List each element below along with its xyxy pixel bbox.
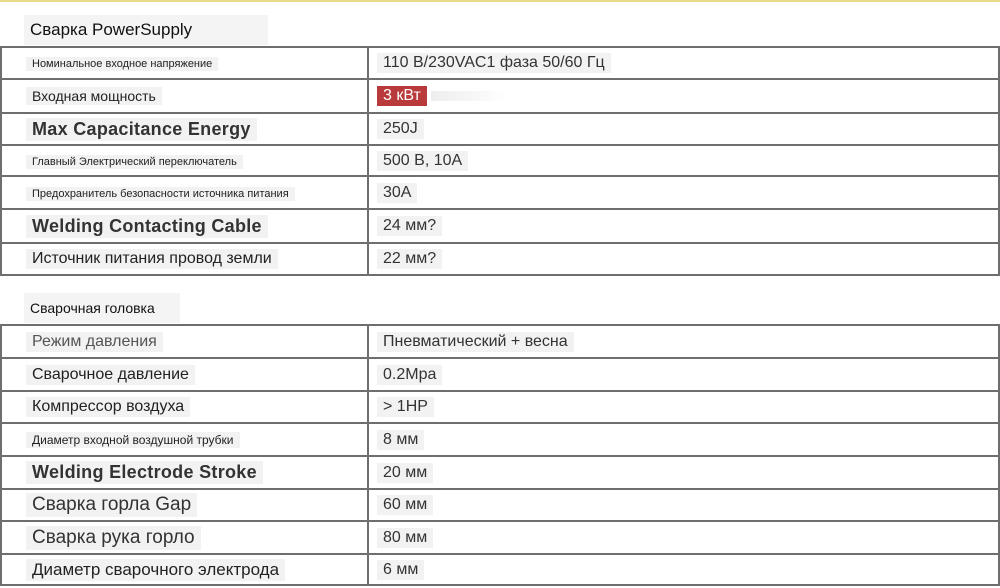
label-cell xyxy=(1,79,368,113)
label-cell xyxy=(1,423,368,456)
row-value: 110 В/230VAC1 фаза 50/60 Гц xyxy=(377,53,611,73)
label-cell xyxy=(1,489,368,521)
row-label: Сварочное давление xyxy=(26,365,195,385)
value-cell xyxy=(368,358,999,391)
table-row xyxy=(1,456,999,489)
table-row xyxy=(1,145,999,176)
value-cell xyxy=(368,489,999,521)
row-label: Max Capacitance Energy xyxy=(26,118,257,141)
row-label: Welding Contacting Cable xyxy=(26,215,268,238)
row-label: Диаметр входной воздушной трубки xyxy=(26,432,240,448)
power-supply-spec-table xyxy=(0,46,1000,276)
value-cell xyxy=(368,325,999,358)
section-title-welding-head: Сварочная головка xyxy=(24,293,180,323)
table-row xyxy=(1,243,999,275)
value-cell xyxy=(368,113,999,145)
section-title-power-supply: Сварка PowerSupply xyxy=(24,15,268,45)
label-cell xyxy=(1,325,368,358)
row-value: 0.2Mpa xyxy=(377,365,442,385)
table-row xyxy=(1,358,999,391)
table-row xyxy=(1,423,999,456)
label-cell xyxy=(1,456,368,489)
row-label: Сварка рука горло xyxy=(26,526,201,550)
table-row xyxy=(1,176,999,209)
label-cell xyxy=(1,554,368,585)
row-label: Сварка горла Gap xyxy=(26,493,197,517)
table-row xyxy=(1,113,999,145)
row-label: Режим давления xyxy=(26,332,163,352)
row-value: 20 мм xyxy=(377,463,433,483)
table-row xyxy=(1,325,999,358)
table-row xyxy=(1,391,999,423)
label-cell xyxy=(1,113,368,145)
row-value: 500 В, 10А xyxy=(377,151,468,171)
row-label: Диаметр сварочного электрода xyxy=(26,559,285,581)
table-row xyxy=(1,79,999,113)
row-value: > 1HP xyxy=(377,397,434,417)
row-value: 6 мм xyxy=(377,560,424,580)
label-cell xyxy=(1,243,368,275)
row-value: 24 мм? xyxy=(377,216,442,236)
value-cell xyxy=(368,209,999,243)
value-cell xyxy=(368,456,999,489)
row-label: Главный Электрический переключатель xyxy=(26,155,243,169)
value-cell xyxy=(368,554,999,585)
welding-head-spec-table xyxy=(0,324,1000,586)
row-value: 250J xyxy=(377,119,424,139)
row-label: Номинальное входное напряжение xyxy=(26,57,218,71)
table-row xyxy=(1,47,999,79)
label-cell xyxy=(1,209,368,243)
label-cell xyxy=(1,391,368,423)
label-cell xyxy=(1,47,368,79)
value-cell xyxy=(368,521,999,554)
row-value: 60 мм xyxy=(377,495,433,515)
label-cell xyxy=(1,358,368,391)
row-label: Welding Electrode Stroke xyxy=(26,461,263,484)
label-cell xyxy=(1,521,368,554)
top-accent-line xyxy=(0,0,1000,2)
table-row xyxy=(1,209,999,243)
table-row xyxy=(1,521,999,554)
value-cell xyxy=(368,391,999,423)
row-label: Компрессор воздуха xyxy=(26,397,190,417)
value-cell xyxy=(368,243,999,275)
row-label: Предохранитель безопасности источника питания xyxy=(26,187,295,201)
value-cell xyxy=(368,47,999,79)
value-cell xyxy=(368,145,999,176)
row-label: Входная мощность xyxy=(26,87,162,105)
label-cell xyxy=(1,176,368,209)
row-value-highlighted: 3 кВт xyxy=(377,86,427,106)
row-value: 8 мм xyxy=(377,430,424,450)
table-row xyxy=(1,489,999,521)
value-cell xyxy=(368,176,999,209)
row-value: Пневматический + весна xyxy=(377,332,574,352)
row-value: 22 мм? xyxy=(377,249,442,269)
row-value: 30A xyxy=(377,183,417,203)
label-cell xyxy=(1,145,368,176)
value-cell xyxy=(368,79,999,113)
value-cell xyxy=(368,423,999,456)
table-row xyxy=(1,554,999,585)
row-value: 80 мм xyxy=(377,528,433,548)
row-label: Источник питания провод земли xyxy=(26,249,278,269)
faded-smudge xyxy=(431,91,511,101)
